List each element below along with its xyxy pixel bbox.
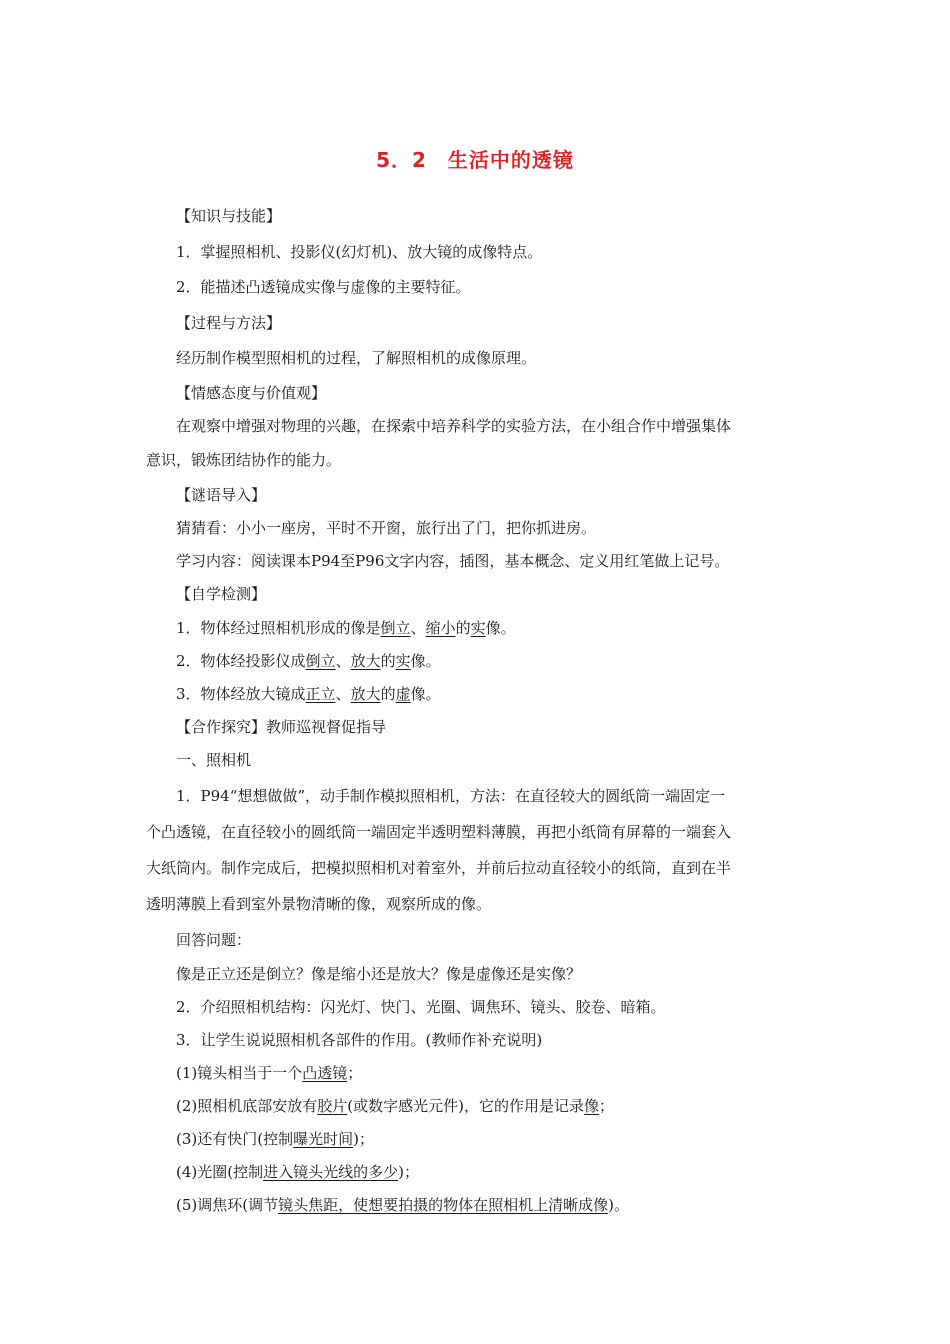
section-heading-selfcheck: 【自学检测】 <box>176 585 267 603</box>
answer-heading: 回答问题： <box>176 931 252 949</box>
camera-structure-item: 2．介绍照相机结构：闪光灯、快门、光圈、调焦环、镜头、胶卷、暗箱。 <box>176 998 666 1016</box>
answer-blank: 正立 <box>305 685 336 703</box>
riddle-text: 猜猜看：小小一座房，平时不开窗，旅行出了门，把你抓进房。 <box>176 519 597 537</box>
section-heading-cooperation: 【合作探究】教师巡视督促指导 <box>176 718 387 736</box>
process-text: 经历制作模型照相机的过程，了解照相机的成像原理。 <box>176 349 537 367</box>
answer-blank: 进入镜头光线的多少 <box>263 1163 399 1181</box>
section-heading-process: 【过程与方法】 <box>176 314 282 332</box>
selfcheck-item-1: 1．物体经过照相机形成的像是倒立、缩小的实像。 <box>176 619 516 637</box>
answer-blank: 倒立 <box>380 619 411 637</box>
camera-para-line-3: 大纸筒内。制作完成后，把模拟照相机对着室外，并前后拉动直径较小的纸筒，直到在半 <box>146 859 732 877</box>
section-heading-attitude: 【情感态度与价值观】 <box>176 384 327 402</box>
answer-blank: 像 <box>583 1097 599 1115</box>
camera-parts-item: 3．让学生说说照相机各部件的作用。(教师作补充说明) <box>176 1031 543 1049</box>
answer-blank: 实 <box>395 652 411 670</box>
camera-para-line-4: 透明薄膜上看到室外景物清晰的像，观察所成的像。 <box>146 895 492 913</box>
section-heading-riddle: 【谜语导入】 <box>176 486 267 504</box>
attitude-line-1: 在观察中增强对物理的兴趣，在探索中培养科学的实验方法，在小组合作中增强集体 <box>176 417 732 435</box>
camera-para-line-2: 个凸透镜，在直径较小的圆纸筒一端固定半透明塑料薄膜，再把小纸筒有屏幕的一端套入 <box>146 823 732 841</box>
selfcheck-item-3: 3．物体经放大镜成正立、放大的虚像。 <box>176 685 441 703</box>
part-role-5: (5)调焦环(调节镜头焦距，使想要拍摄的物体在照相机上清晰成像)。 <box>176 1196 629 1214</box>
answer-blank: 虚 <box>395 685 411 703</box>
knowledge-item-2: 2．能描述凸透镜成实像与虚像的主要特征。 <box>176 278 471 296</box>
answer-blank: 实 <box>470 619 486 637</box>
answer-blank: 缩小 <box>425 619 456 637</box>
question-text: 像是正立还是倒立？像是缩小还是放大？像是虚像还是实像？ <box>176 965 582 983</box>
page-title: 5．2 生活中的透镜 <box>376 148 574 172</box>
part-role-4: (4)光圈(控制进入镜头光线的多少)； <box>176 1163 419 1181</box>
answer-blank: 放大 <box>350 685 381 703</box>
answer-blank: 倒立 <box>305 652 336 670</box>
knowledge-item-1: 1．掌握照相机、投影仪(幻灯机)、放大镜的成像特点。 <box>176 243 543 261</box>
part-role-1: (1)镜头相当于一个凸透镜； <box>176 1064 363 1082</box>
attitude-line-2: 意识，锻炼团结协作的能力。 <box>146 451 342 469</box>
answer-blank: 凸透镜 <box>302 1064 348 1082</box>
answer-blank: 曝光时间 <box>293 1130 354 1148</box>
subsection-camera: 一、照相机 <box>176 751 252 769</box>
section-heading-knowledge: 【知识与技能】 <box>176 207 282 225</box>
selfcheck-item-2: 2．物体经投影仪成倒立、放大的实像。 <box>176 652 441 670</box>
answer-blank: 放大 <box>350 652 381 670</box>
part-role-2: (2)照相机底部安放有胶片(或数字感光元件)，它的作用是记录像； <box>176 1097 615 1115</box>
study-content-text: 学习内容：阅读课本P94至P96文字内容，插图，基本概念、定义用红笔做上记号。 <box>176 552 730 570</box>
answer-blank: 镜头焦距，使想要拍摄的物体在照相机上清晰成像 <box>278 1196 609 1214</box>
camera-para-line-1: 1．P94“想想做做”，动手制作模拟照相机，方法：在直径较大的圆纸筒一端固定一 <box>176 787 726 805</box>
part-role-3: (3)还有快门(控制曝光时间)； <box>176 1130 374 1148</box>
answer-blank: 胶片 <box>317 1097 348 1115</box>
